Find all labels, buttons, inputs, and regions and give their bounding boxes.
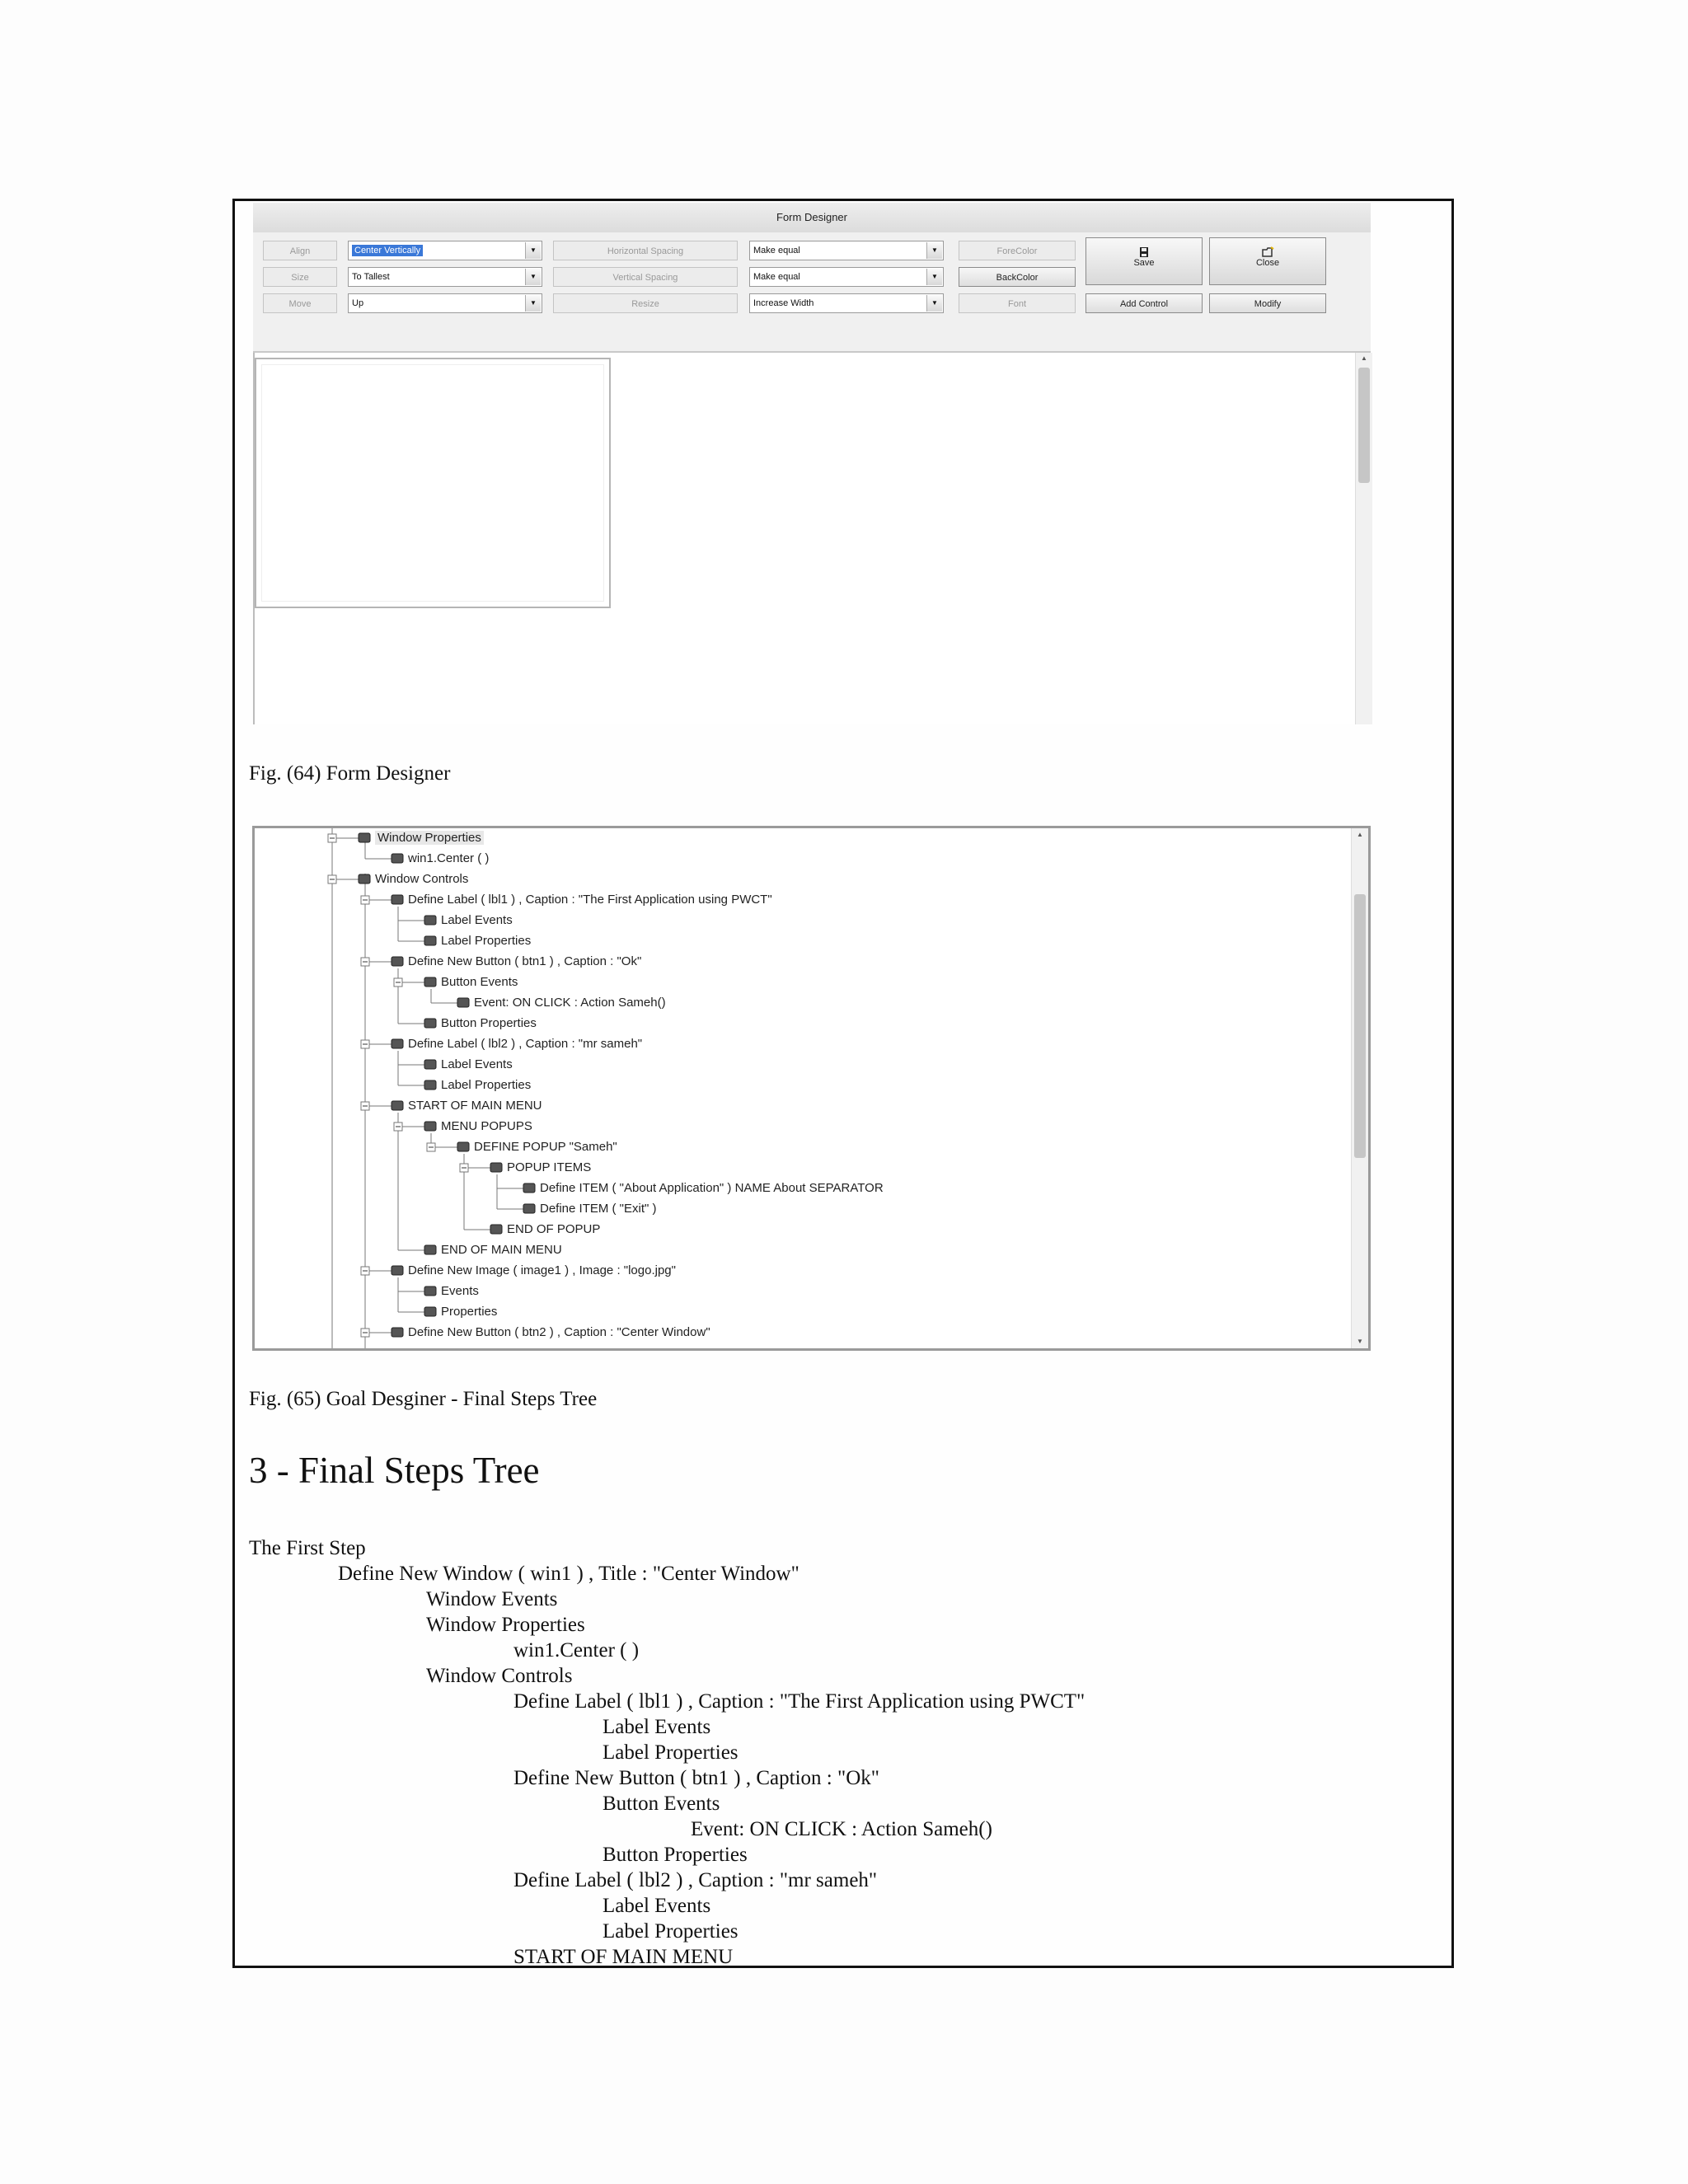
resize-select[interactable] — [749, 293, 944, 313]
resize-select-value: Increase Width — [753, 298, 814, 308]
canvas-scrollbar[interactable] — [1355, 353, 1372, 724]
tree-scrollbar[interactable] — [1351, 828, 1368, 1348]
figure-64-caption: Fig. (64) Form Designer — [249, 762, 451, 785]
tree-node[interactable]: Define New Button ( btn2 ) , Caption : "Center Window" — [408, 1325, 710, 1339]
scroll-down-icon[interactable]: ▼ — [1357, 1338, 1363, 1345]
step-line: Window Events — [426, 1588, 558, 1610]
chevron-down-icon: ▼ — [525, 242, 541, 259]
font-button[interactable]: Font — [959, 293, 1076, 313]
tree-node[interactable]: Button Events — [441, 975, 518, 989]
tree-node[interactable]: Define New Button ( btn1 ) , Caption : "Ok" — [408, 954, 642, 968]
tree-node[interactable]: Button Properties — [441, 1016, 537, 1030]
tree-node[interactable]: END OF MAIN MENU — [441, 1243, 562, 1257]
step-line: Label Events — [603, 1716, 711, 1738]
scrollbar-thumb[interactable] — [1354, 894, 1366, 1158]
tree-node[interactable]: Event: ON CLICK : Action Sameh() — [474, 996, 666, 1010]
chevron-down-icon: ▼ — [926, 269, 942, 285]
tree-node[interactable]: Label Properties — [441, 934, 532, 948]
resize-button[interactable]: Resize — [553, 293, 738, 313]
save-label: Save — [1133, 258, 1155, 268]
tree-node[interactable]: Define Label ( lbl1 ) , Caption : "The First Application using PWCT" — [408, 893, 772, 907]
chevron-down-icon: ▼ — [926, 295, 942, 312]
form-designer-title: Form Designer — [253, 203, 1371, 233]
scroll-up-icon[interactable]: ▲ — [1361, 354, 1367, 362]
step-line: Define New Button ( btn1 ) , Caption : "Ok" — [513, 1767, 879, 1789]
step-line: Define Label ( lbl2 ) , Caption : "mr sameh" — [513, 1869, 878, 1891]
chevron-down-icon: ▼ — [525, 295, 541, 312]
move-select-value: Up — [352, 298, 364, 308]
backcolor-button[interactable]: BackColor — [959, 267, 1076, 287]
figure-65-caption: Fig. (65) Goal Desginer - Final Steps Tree — [249, 1388, 598, 1410]
step-line: Label Properties — [603, 1920, 738, 1943]
form-designer-window — [253, 203, 1371, 724]
step-line: Window Controls — [426, 1665, 573, 1687]
modify-button[interactable]: Modify — [1209, 293, 1326, 313]
chevron-down-icon: ▼ — [525, 269, 541, 285]
step-line: START OF MAIN MENU — [513, 1946, 734, 1968]
save-icon — [1137, 246, 1151, 258]
align-select-value: Center Vertically — [352, 245, 423, 256]
step-line: Label Events — [603, 1895, 711, 1917]
step-line: The First Step — [249, 1537, 366, 1559]
tree-node[interactable]: Define ITEM ( "Exit" ) — [540, 1202, 657, 1216]
horizontal-spacing-value: Make equal — [753, 246, 800, 255]
step-line: Event: ON CLICK : Action Sameh() — [691, 1818, 992, 1840]
tree-node[interactable]: Label Events — [441, 1057, 513, 1071]
forecolor-button[interactable]: ForeColor — [959, 241, 1076, 260]
align-select[interactable] — [348, 241, 542, 260]
step-line: Button Properties — [603, 1844, 748, 1866]
close-button[interactable] — [1209, 237, 1326, 285]
size-select[interactable] — [348, 267, 542, 287]
design-canvas[interactable] — [253, 353, 1372, 724]
chevron-down-icon: ▼ — [926, 242, 942, 259]
tree-node[interactable]: START OF MAIN MENU — [408, 1099, 542, 1113]
vertical-spacing-select[interactable] — [749, 267, 944, 287]
add-control-button[interactable]: Add Control — [1085, 293, 1203, 313]
step-line: Define Label ( lbl1 ) , Caption : "The First Application using PWCT" — [513, 1690, 1085, 1713]
tree-node[interactable]: MENU POPUPS — [441, 1119, 532, 1133]
step-line: Button Events — [603, 1793, 720, 1815]
tree-node[interactable]: Define New Image ( image1 ) , Image : "logo.jpg" — [408, 1263, 676, 1277]
tree-node[interactable]: END OF POPUP — [507, 1222, 601, 1236]
tree-node[interactable]: Properties — [441, 1305, 498, 1319]
form-designer-toolbar — [253, 232, 1371, 353]
folder-icon — [1260, 246, 1275, 258]
align-button[interactable]: Align — [263, 241, 337, 260]
close-label: Close — [1255, 258, 1280, 268]
designed-form[interactable] — [255, 358, 611, 608]
section-heading: 3 - Final Steps Tree — [249, 1450, 540, 1491]
move-button[interactable]: Move — [263, 293, 337, 313]
tree-node[interactable]: POPUP ITEMS — [507, 1160, 592, 1174]
vertical-spacing-button[interactable]: Vertical Spacing — [553, 267, 738, 287]
scrollbar-thumb[interactable] — [1358, 368, 1370, 483]
tree-node[interactable]: Label Properties — [441, 1078, 532, 1092]
step-line: Window Properties — [426, 1614, 585, 1636]
step-line: Label Properties — [603, 1741, 738, 1764]
tree-node[interactable]: Window Controls — [375, 872, 469, 886]
step-line: win1.Center ( ) — [513, 1639, 640, 1661]
tree-node[interactable]: win1.Center ( ) — [408, 851, 490, 865]
tree-node[interactable]: Label Events — [441, 913, 513, 927]
tree-node[interactable]: DEFINE POPUP "Sameh" — [474, 1140, 617, 1154]
horizontal-spacing-select[interactable] — [749, 241, 944, 260]
move-select[interactable] — [348, 293, 542, 313]
size-button[interactable]: Size — [263, 267, 337, 287]
tree-node[interactable]: Events — [441, 1284, 479, 1298]
size-select-value: To Tallest — [352, 272, 390, 282]
save-button[interactable] — [1085, 237, 1203, 285]
step-line: Define New Window ( win1 ) , Title : "Center Window" — [338, 1563, 799, 1585]
tree-node[interactable]: Window Properties — [375, 829, 484, 847]
scroll-up-icon[interactable]: ▲ — [1357, 831, 1363, 838]
tree-node[interactable]: Define ITEM ( "About Application" ) NAME About SEPARATOR — [540, 1181, 884, 1195]
horizontal-spacing-button[interactable]: Horizontal Spacing — [553, 241, 738, 260]
vertical-spacing-value: Make equal — [753, 272, 800, 282]
tree-node[interactable]: Define Label ( lbl2 ) , Caption : "mr sameh" — [408, 1037, 643, 1051]
steps-tree-view — [252, 826, 1371, 1351]
